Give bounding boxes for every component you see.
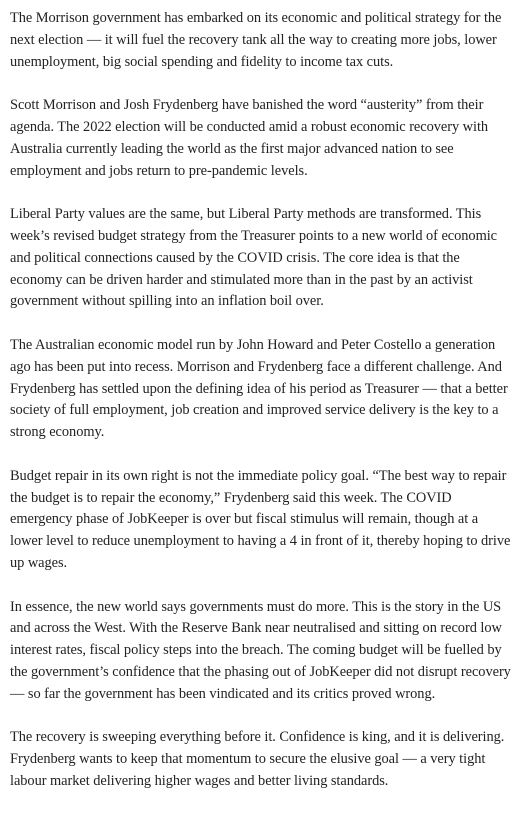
article-paragraph-4: The Australian economic model run by John Howard and Peter Costello a generation ago has been put into recess. Morrison and Frydenberg face a different challenge. And Frydenberg has settled upon the defining idea of his period as Treasurer — that a better society of full employment, job creation and improved service delivery is the key to a strong economy. xyxy=(10,336,508,441)
article-paragraph-1: The Morrison government has embarked on its economic and political strategy for the next election — it will fuel the recovery tank all the way to creating more jobs, lower unemployment, big social spending and fidelity to income tax cuts. xyxy=(10,10,502,70)
article-paragraph-2: Scott Morrison and Josh Frydenberg have banished the word “austerity” from their agenda. The 2022 election will be conducted amid a robust economic recovery with Australia currently leading the world as the first major advanced nation to see employment and jobs return to pre-pandemic levels. xyxy=(10,97,489,179)
article-paragraph-3: Liberal Party values are the same, but Liberal Party methods are transformed. This week’s revised budget strategy from the Treasurer points to a new world of economic and political connections caused by the COVID crisis. The core idea is that the economy can be driven harder and stimulated more than in the past by an activist government without spilling into an inflation boil over. xyxy=(10,206,498,310)
article-paragraph-7: The recovery is sweeping everything before it. Confidence is king, and it is delivering. Frydenberg wants to keep that momentum to secure the elusive goal — a very tight labour market delivering higher wages and better living standards. xyxy=(10,729,505,789)
article-paragraph-5: Budget repair in its own right is not the immediate policy goal. “The best way to repair the budget is to repair the economy,” Frydenberg said this week. The COVID emergency phase of JobKeeper is over but fiscal stimulus will remain, though at a lower level to reduce unemployment to having a 4 in front of it, thereby hoping to drive up wages. xyxy=(10,467,511,571)
article-paragraph-6: In essence, the new world says governments must do more. This is the story in the US and across the West. With the Reserve Bank near neutralised and sitting on record low interest rates, fiscal policy steps into the breach. The coming budget will be fuelled by the government’s confidence that the phasing out of JobKeeper did not disrupt recovery — so far the government has been vindicated and its critics proved wrong. xyxy=(10,598,511,702)
